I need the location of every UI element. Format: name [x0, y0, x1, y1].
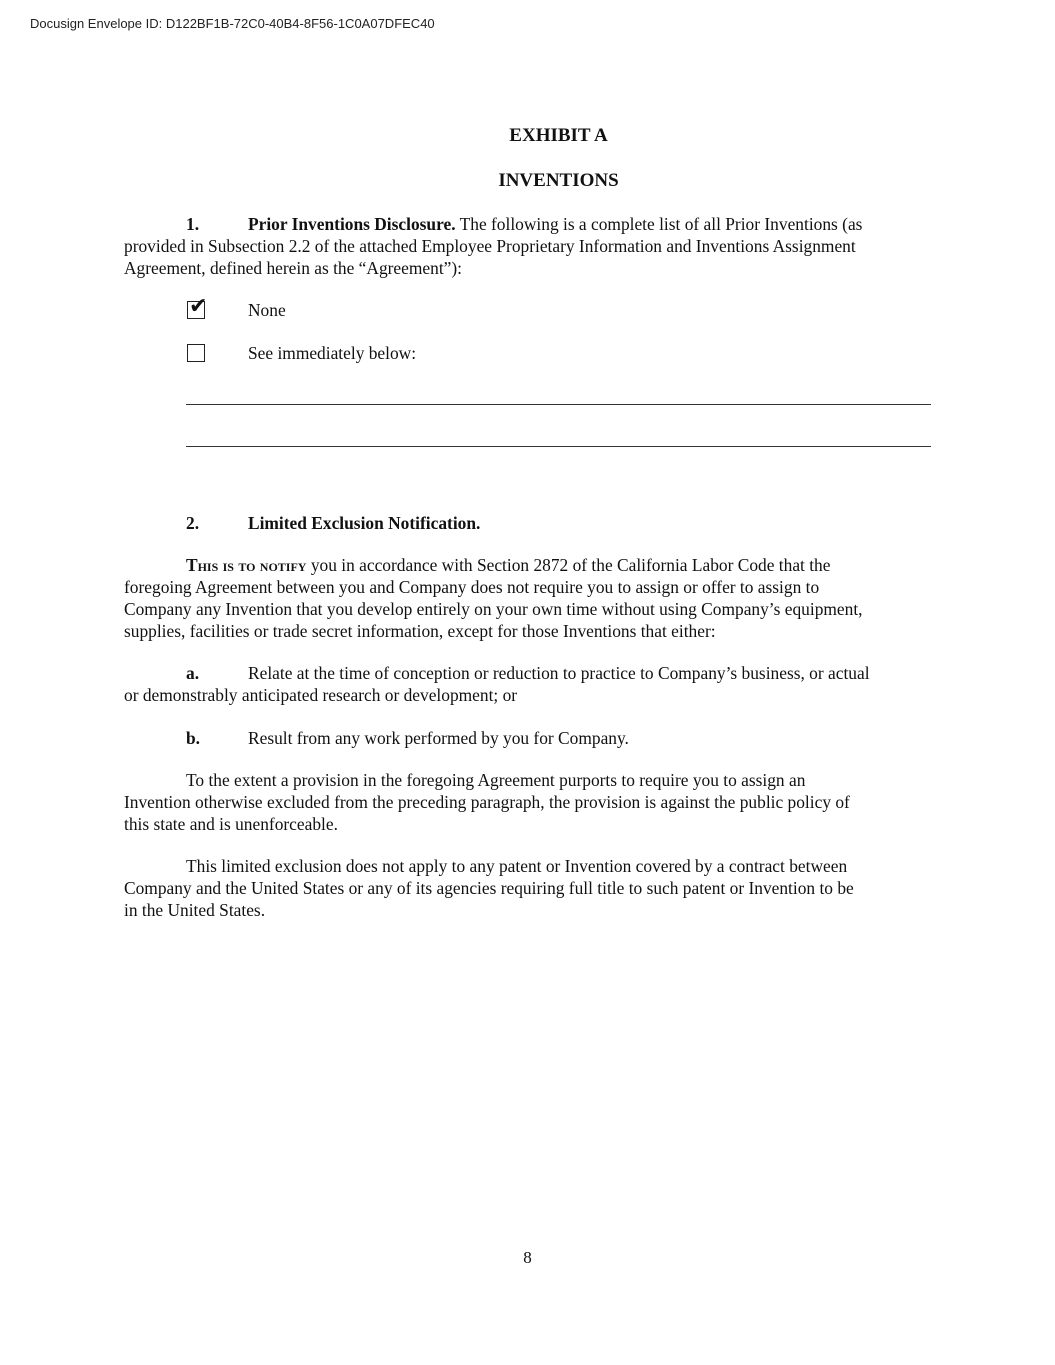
- section-2-number: 2.: [186, 513, 200, 533]
- see-below-checkbox[interactable]: [187, 344, 205, 362]
- checkmark-icon: ✔: [189, 294, 208, 319]
- notify-lead: This is to notify: [186, 555, 307, 575]
- section-1-heading: Prior Inventions Disclosure.: [248, 214, 456, 234]
- extent-line-1: To the extent a provision in the foregoing Agreement purports to require you to assign an: [186, 770, 806, 790]
- none-checkbox[interactable]: [187, 294, 208, 319]
- limited-line-3: in the United States.: [124, 900, 266, 920]
- exhibit-title: EXHIBIT A: [509, 125, 608, 146]
- section-1-text-line-1: The following is a complete list of all Prior Inventions (as: [459, 214, 863, 234]
- notify-line-1: you in accordance with Section 2872 of the California Labor Code that the: [310, 555, 831, 575]
- limited-line-2: Company and the United States or any of its agencies requiring full title to such patent or Invention to be: [124, 878, 854, 898]
- section-1-text-line-3: Agreement, defined herein as the “Agreement”):: [124, 258, 462, 278]
- blank-entry-line-1: [186, 404, 931, 405]
- item-b-text: Result from any work performed by you for Company.: [248, 728, 629, 748]
- envelope-id: Docusign Envelope ID: D122BF1B-72C0-40B4-8F56-1C0A07DFEC40: [30, 16, 435, 31]
- none-option-label: None: [248, 300, 286, 320]
- extent-line-2: Invention otherwise excluded from the preceding paragraph, the provision is against the public policy of: [124, 792, 850, 812]
- limited-line-1: This limited exclusion does not apply to any patent or Invention covered by a contract between: [186, 856, 848, 876]
- page-number: 8: [523, 1248, 532, 1267]
- blank-entry-line-2: [186, 446, 931, 447]
- item-b-label: b.: [186, 728, 201, 748]
- notify-line-2: foregoing Agreement between you and Company does not require you to assign or offer to assign to: [124, 577, 820, 597]
- item-a-line-1: Relate at the time of conception or reduction to practice to Company’s business, or actual: [248, 663, 870, 683]
- item-b-paragraph: [124, 728, 934, 750]
- notify-paragraph: [124, 555, 934, 643]
- see-below-option-label: See immediately below:: [248, 343, 417, 363]
- limited-exclusion-paragraph: [124, 856, 934, 922]
- item-a-label: a.: [186, 663, 200, 683]
- item-a-line-2: or demonstrably anticipated research or development; or: [124, 685, 518, 705]
- notify-line-3: Company any Invention that you develop entirely on your own time without using Company’s equipment,: [124, 599, 863, 619]
- notify-line-4: supplies, facilities or trade secret information, except for those Inventions that either:: [124, 621, 716, 641]
- extent-paragraph: [124, 770, 934, 836]
- section-2-heading-line: [124, 513, 934, 535]
- section-1-number: 1.: [186, 214, 200, 234]
- prior-inventions-paragraph: [124, 214, 934, 280]
- extent-line-3: this state and is unenforceable.: [124, 814, 338, 834]
- section-title: INVENTIONS: [498, 170, 619, 191]
- section-1-text-line-2: provided in Subsection 2.2 of the attached Employee Proprietary Information and Inventions Assignment: [124, 236, 856, 256]
- item-a-paragraph: [124, 663, 934, 707]
- section-2-heading: Limited Exclusion Notification.: [248, 513, 481, 533]
